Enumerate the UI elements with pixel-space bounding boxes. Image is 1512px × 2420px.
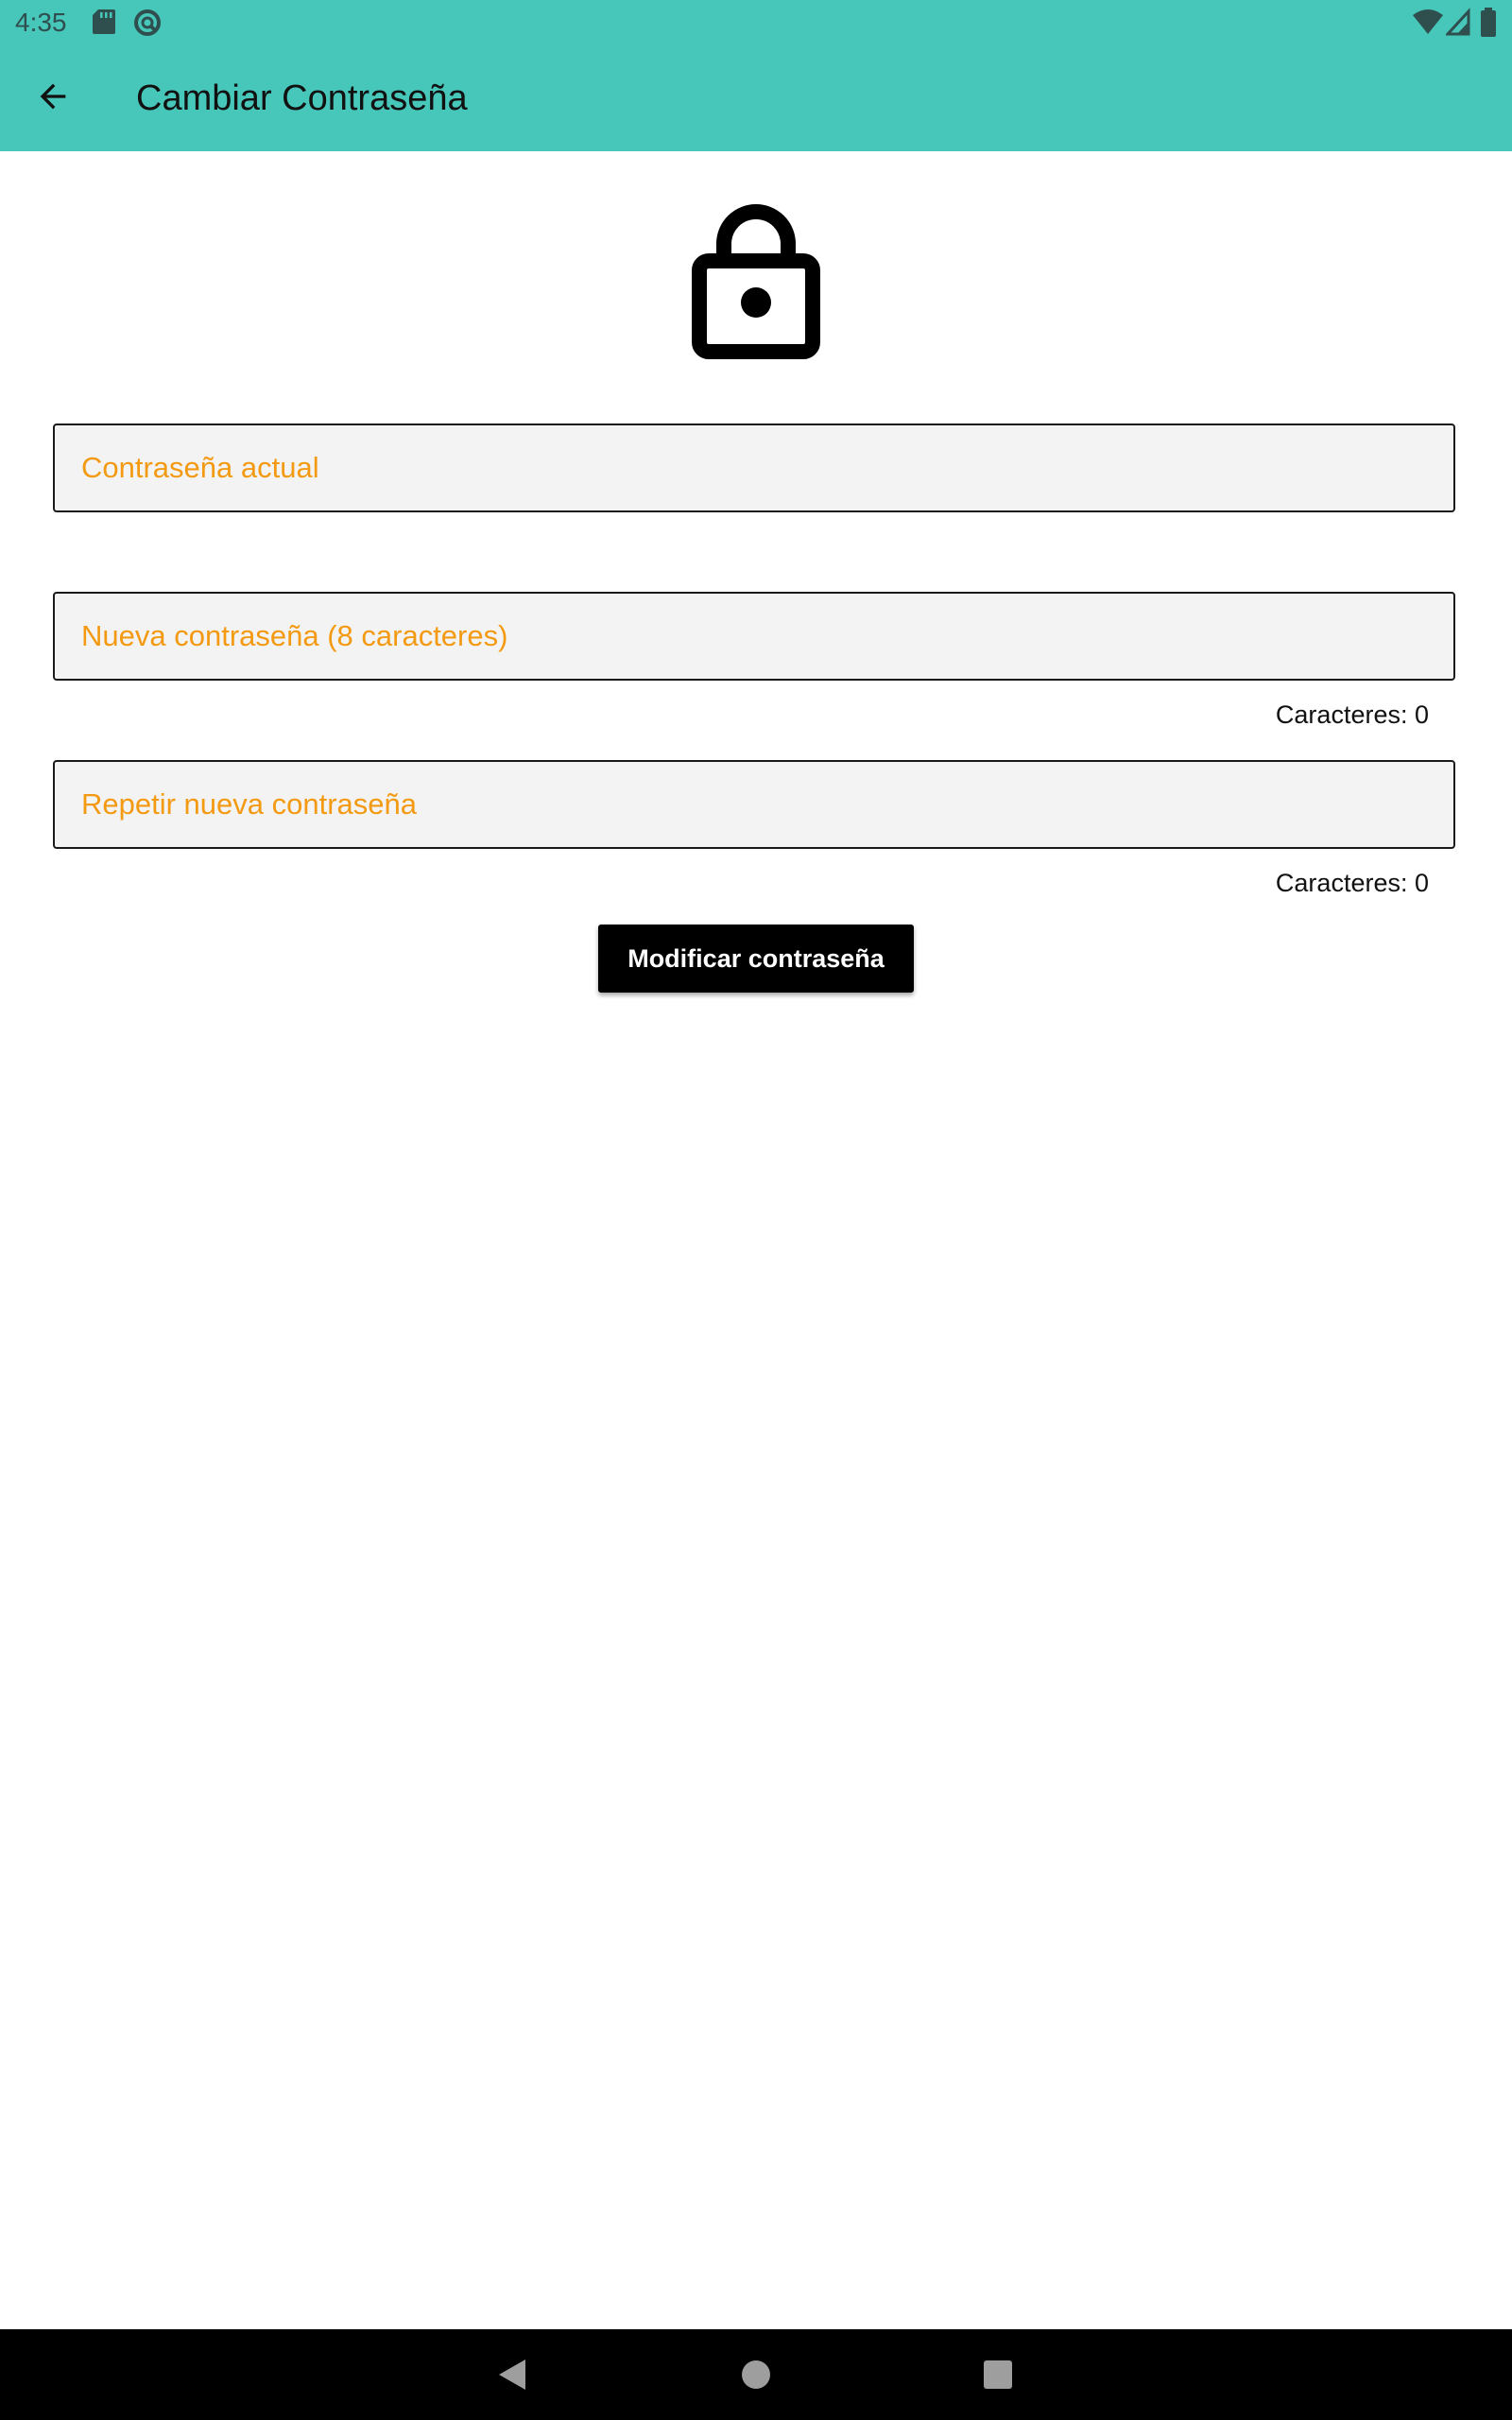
nav-recents-icon[interactable]	[975, 2352, 1021, 2397]
status-time: 4:35	[15, 8, 67, 37]
modify-password-button[interactable]: Modificar contraseña	[598, 925, 914, 993]
repeat-password-input[interactable]	[55, 762, 1453, 847]
current-password-field[interactable]	[53, 424, 1455, 512]
new-password-input[interactable]	[55, 594, 1453, 679]
page-title: Cambiar Contraseña	[136, 78, 468, 118]
lock-icon	[688, 189, 824, 363]
wifi-icon	[1412, 8, 1444, 41]
sd-card-icon	[91, 8, 117, 41]
cell-signal-icon	[1446, 8, 1470, 41]
new-password-counter: Caracteres: 0	[1275, 700, 1429, 729]
sync-icon	[132, 8, 163, 43]
nav-home-icon[interactable]	[733, 2352, 779, 2397]
battery-icon	[1480, 8, 1497, 43]
repeat-password-field[interactable]	[53, 760, 1455, 849]
back-button[interactable]	[19, 64, 87, 132]
arrow-back-icon	[34, 78, 72, 120]
current-password-input[interactable]	[55, 425, 1453, 510]
new-password-field[interactable]	[53, 592, 1455, 681]
navigation-bar	[0, 2329, 1512, 2420]
repeat-password-counter: Caracteres: 0	[1275, 869, 1429, 897]
nav-back-icon[interactable]	[490, 2352, 535, 2397]
app-bar	[0, 45, 1512, 151]
status-bar	[0, 0, 1512, 45]
